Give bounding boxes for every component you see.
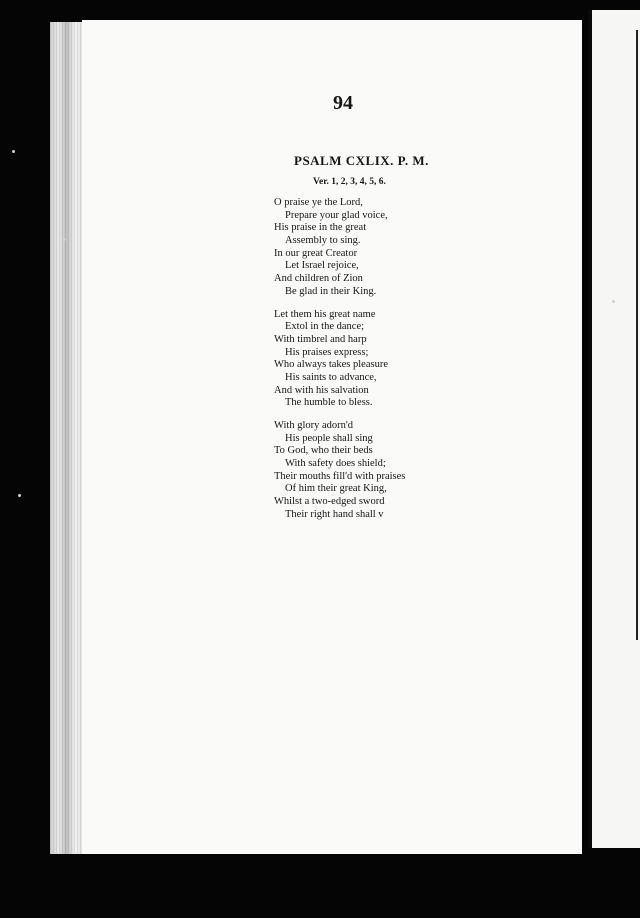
poem-line: Be glad in their King. <box>285 285 377 297</box>
poem-line: And children of Zion <box>274 273 363 285</box>
poem-line: Who always takes pleasure <box>274 359 388 371</box>
poem-line: To God, who their beds <box>274 445 373 457</box>
page-number: 94 <box>333 92 353 114</box>
poem-line: Of him their great King, <box>285 483 387 495</box>
poem-line: Extol in the dance; <box>285 321 365 333</box>
poem-line: In our great Creator <box>274 247 358 259</box>
poem-line: Let them his great name <box>274 308 376 320</box>
dust-speck <box>18 494 21 497</box>
poem-line: The humble to bless. <box>285 397 373 409</box>
stanza <box>274 197 405 299</box>
psalm-title: PSALM CXLIX. P. M. <box>294 153 429 168</box>
book-page-edge <box>50 22 86 854</box>
poem-line: With safety does shield; <box>285 458 386 470</box>
poem-line: Prepare your glad voice, <box>285 209 388 221</box>
poem-line: With glory adorn'd <box>274 420 354 431</box>
poem-line: Assembly to sing. <box>285 235 361 247</box>
poem-line: With timbrel and harp <box>274 333 367 345</box>
stanza <box>274 420 405 522</box>
poem-line: Their mouths fill'd with praises <box>274 470 406 482</box>
poem-line: O praise ye the Lord, <box>274 197 363 208</box>
poem-line: Let Israel rejoice, <box>285 260 359 272</box>
facing-page-rule <box>636 30 638 640</box>
dust-speck <box>12 150 15 153</box>
poem-line: Their right hand shall v <box>285 508 384 520</box>
poem-line: His people shall sing <box>285 432 373 444</box>
dust-speck <box>62 238 66 241</box>
verse-reference: Ver. 1, 2, 3, 4, 5, 6. <box>313 177 386 187</box>
poem-line: And with his salvation <box>274 384 369 396</box>
facing-page-edge <box>588 10 640 848</box>
psalm-text <box>274 197 405 532</box>
poem-line: His praises express; <box>285 346 369 358</box>
stanza <box>274 309 405 411</box>
poem-line: His praise in the great <box>274 222 367 234</box>
poem-line: Whilst a two-edged sword <box>274 496 385 508</box>
dust-speck <box>612 300 615 303</box>
poem-line: His saints to advance, <box>285 371 377 383</box>
